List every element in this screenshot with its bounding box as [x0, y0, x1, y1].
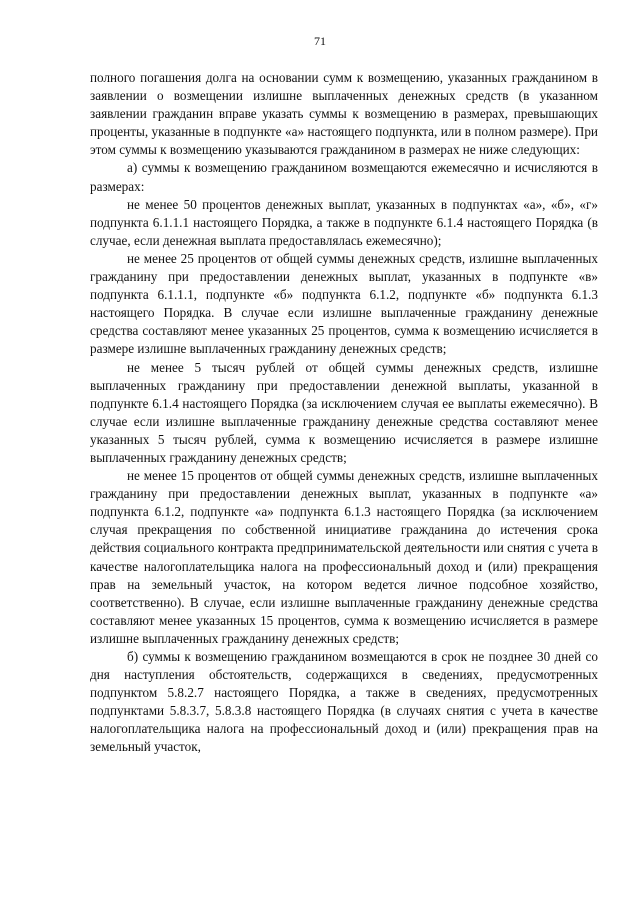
paragraph-15-percent: не менее 15 процентов от общей суммы денежных средств, излишне выплаченных гражданину при предоставлении денежных выплат, указанных в подпункте «а» подпункта 6.1.2, подпункте «а» подпункта 6.1.3 настоящего Порядка (за исключением случая прекращения по собственной инициативе гражданина до истечения срока действия социального контракта предпринимательской деятельности или снятия с учета в качестве налогоплательщика налога на профессиональный доход и (или) прекращения прав на земельный участок, на котором ведется личное подсобное хозяйство, соответственно). В случае, если излишне выплаченные гражданину денежные средства составляют менее указанных 15 процентов, сумма к возмещению исчисляется в размере излишне выплаченных гражданину денежных средств;: [90, 468, 598, 646]
paragraph-item-b: б) суммы к возмещению гражданином возмещаются в срок не позднее 30 дней со дня наступления обстоятельств, содержащихся в сведениях, предусмотренных подпунктом 5.8.2.7 настоящего Порядка, а также в сведениях, предусмотренных подпунктами 5.8.3.7, 5.8.3.8 настоящего Порядка (в случаях снятия с учета в качестве налогоплательщика налога на профессиональный доход и (или) прекращения прав на земельный участок,: [90, 649, 598, 755]
paragraph-25-percent: не менее 25 процентов от общей суммы денежных средств, излишне выплаченных гражданину при предоставлении денежных выплат, указанных в подпункте «в» подпункта 6.1.1.1, подпункте «б» подпункта 6.1.2, подпункте «б» подпункта 6.1.3 настоящего Порядка. В случае если излишне выплаченные гражданину денежные средства составляют менее указанных 25 процентов, сумма к возмещению исчисляется в размере излишне выплаченных гражданину денежных средств;: [90, 250, 598, 357]
paragraph-50-percent: не менее 50 процентов денежных выплат, указанных в подпунктах «а», «б», «г» подпункта 6.1.1.1 настоящего Порядка, а также в подпункте 6.1.4 настоящего Порядка (в случае, если денежная выплата предоставлялась ежемесячно);: [90, 196, 598, 248]
paragraph-continuation: полного погашения долга на основании сумм к возмещению, указанных гражданином в заявлении о возмещении излишне выплаченных денежных средств (в указанном заявлении гражданин вправе указать суммы к возмещению в размерах, превышающих проценты, указанные в подпункте «а» настоящего подпункта, или в полном размере). При этом суммы к возмещению указываются гражданином в размерах не ниже следующих:: [90, 70, 598, 158]
page-number: 71: [314, 34, 326, 48]
paragraph-5-thousand: не менее 5 тысяч рублей от общей суммы денежных средств, излишне выплаченных гражданину при предоставлении денежной выплаты, указанной в подпункте 6.1.4 настоящего Порядка (за исключением случая ее выплаты ежемесячно). В случае если излишне выплаченные гражданину денежные средства составляют менее указанных 5 тысяч рублей, сумма к возмещению исчисляется в размере излишне выплаченных гражданину денежных средств;: [90, 359, 598, 465]
document-body: [90, 69, 598, 757]
paragraph-item-a: а) суммы к возмещению гражданином возмещаются ежемесячно и исчисляются в размерах:: [90, 160, 598, 194]
